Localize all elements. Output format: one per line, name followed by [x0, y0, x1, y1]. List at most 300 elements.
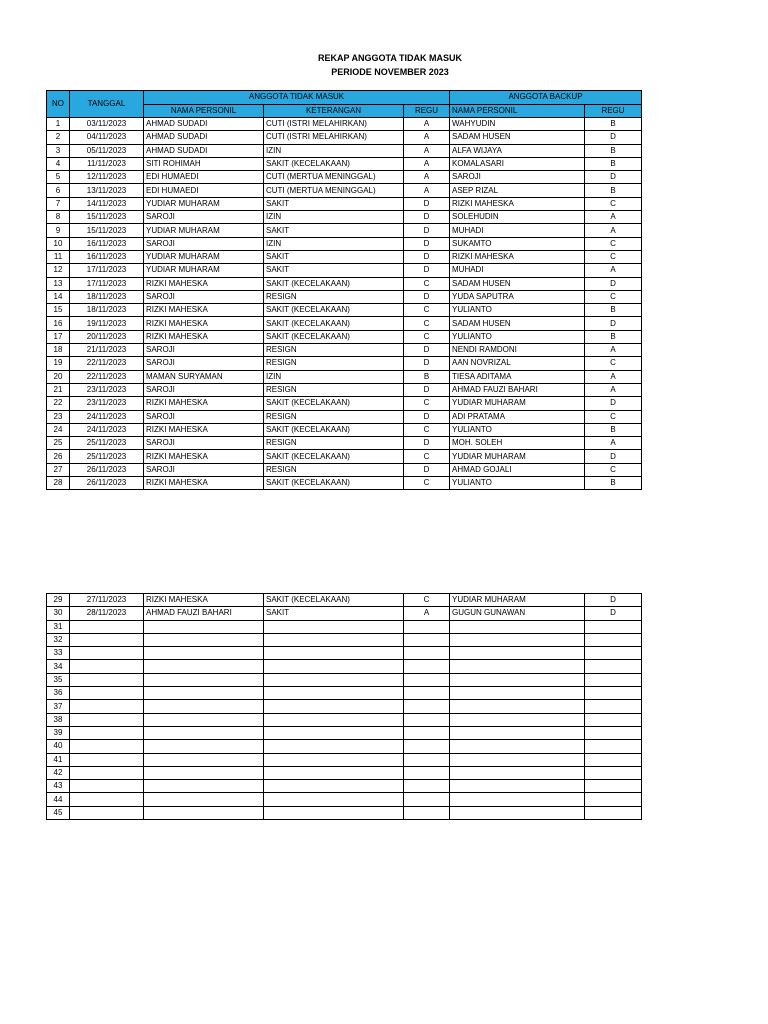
- cell-no: 34: [47, 660, 70, 673]
- cell-backup-nama: YUDIAR MUHARAM: [450, 397, 585, 410]
- cell-regu: D: [404, 197, 450, 210]
- table-row: [47, 317, 642, 330]
- table-row: [47, 144, 642, 157]
- cell-no: 23: [47, 410, 70, 423]
- table-row: [47, 647, 642, 660]
- cell-no: 15: [47, 304, 70, 317]
- cell-backup-regu: D: [585, 317, 642, 330]
- cell-nama-personil: AHMAD FAUZI BAHARI: [144, 607, 264, 620]
- cell-no: 19: [47, 357, 70, 370]
- cell-keterangan: [264, 647, 404, 660]
- cell-keterangan: [264, 700, 404, 713]
- cell-no: 42: [47, 766, 70, 779]
- cell-no: 17: [47, 330, 70, 343]
- cell-backup-regu: [585, 660, 642, 673]
- cell-backup-nama: AAN NOVRIZAL: [450, 357, 585, 370]
- cell-regu: D: [404, 224, 450, 237]
- cell-regu: C: [404, 397, 450, 410]
- cell-keterangan: CUTI (ISTRI MELAHIRKAN): [264, 131, 404, 144]
- cell-regu: D: [404, 437, 450, 450]
- cell-backup-regu: C: [585, 237, 642, 250]
- cell-regu: C: [404, 450, 450, 463]
- table-row: [47, 237, 642, 250]
- cell-nama-personil: SAROJI: [144, 410, 264, 423]
- cell-tanggal: 24/11/2023: [70, 423, 144, 436]
- cell-keterangan: RESIGN: [264, 410, 404, 423]
- cell-no: 31: [47, 620, 70, 633]
- cell-keterangan: SAKIT (KECELAKAAN): [264, 304, 404, 317]
- cell-regu: A: [404, 131, 450, 144]
- cell-keterangan: [264, 620, 404, 633]
- cell-keterangan: SAKIT (KECELAKAAN): [264, 330, 404, 343]
- cell-regu: A: [404, 607, 450, 620]
- cell-tanggal: 14/11/2023: [70, 197, 144, 210]
- cell-no: 38: [47, 713, 70, 726]
- cell-backup-nama: [450, 753, 585, 766]
- cell-keterangan: SAKIT: [264, 224, 404, 237]
- table-row: [47, 264, 642, 277]
- cell-backup-nama: YUDIAR MUHARAM: [450, 450, 585, 463]
- cell-tanggal: [70, 753, 144, 766]
- table-row: [47, 726, 642, 739]
- cell-no: 8: [47, 211, 70, 224]
- cell-backup-nama: [450, 726, 585, 739]
- cell-backup-nama: [450, 633, 585, 646]
- cell-nama-personil: EDI HUMAEDI: [144, 184, 264, 197]
- cell-nama-personil: EDI HUMAEDI: [144, 171, 264, 184]
- cell-tanggal: 26/11/2023: [70, 477, 144, 490]
- cell-keterangan: SAKIT: [264, 197, 404, 210]
- cell-backup-nama: [450, 660, 585, 673]
- cell-regu: D: [404, 383, 450, 396]
- cell-backup-nama: [450, 793, 585, 806]
- cell-nama-personil: YUDIAR MUHARAM: [144, 250, 264, 263]
- cell-backup-nama: WAHYUDIN: [450, 118, 585, 131]
- table-row: [47, 277, 642, 290]
- cell-tanggal: 24/11/2023: [70, 410, 144, 423]
- cell-nama-personil: AHMAD SUDADI: [144, 131, 264, 144]
- cell-backup-nama: MUHADI: [450, 264, 585, 277]
- cell-backup-regu: B: [585, 184, 642, 197]
- cell-regu: [404, 660, 450, 673]
- report-title: REKAP ANGGOTA TIDAK MASUK: [318, 53, 462, 63]
- cell-backup-regu: [585, 726, 642, 739]
- cell-nama-personil: [144, 766, 264, 779]
- cell-nama-personil: [144, 633, 264, 646]
- table-row: [47, 250, 642, 263]
- cell-nama-personil: [144, 647, 264, 660]
- cell-regu: D: [404, 264, 450, 277]
- cell-tanggal: 19/11/2023: [70, 317, 144, 330]
- cell-nama-personil: [144, 740, 264, 753]
- table-row: [47, 633, 642, 646]
- cell-tanggal: [70, 687, 144, 700]
- table-row: [47, 423, 642, 436]
- cell-nama-personil: RIZKI MAHESKA: [144, 450, 264, 463]
- cell-no: 22: [47, 397, 70, 410]
- cell-no: 27: [47, 463, 70, 476]
- cell-backup-regu: C: [585, 290, 642, 303]
- cell-regu: D: [404, 410, 450, 423]
- cell-keterangan: RESIGN: [264, 383, 404, 396]
- cell-backup-regu: D: [585, 397, 642, 410]
- cell-backup-nama: [450, 780, 585, 793]
- cell-no: 21: [47, 383, 70, 396]
- cell-tanggal: 16/11/2023: [70, 237, 144, 250]
- table-row: [47, 344, 642, 357]
- table-row: [47, 118, 642, 131]
- cell-no: 9: [47, 224, 70, 237]
- cell-backup-regu: B: [585, 423, 642, 436]
- cell-keterangan: [264, 766, 404, 779]
- cell-tanggal: 23/11/2023: [70, 397, 144, 410]
- cell-no: 13: [47, 277, 70, 290]
- table-row: [47, 660, 642, 673]
- cell-backup-regu: [585, 740, 642, 753]
- cell-no: 39: [47, 726, 70, 739]
- cell-tanggal: 03/11/2023: [70, 118, 144, 131]
- cell-no: 41: [47, 753, 70, 766]
- cell-regu: [404, 647, 450, 660]
- cell-regu: B: [404, 370, 450, 383]
- cell-backup-nama: YUDIAR MUHARAM: [450, 594, 585, 607]
- cell-backup-regu: C: [585, 250, 642, 263]
- cell-backup-nama: GUGUN GUNAWAN: [450, 607, 585, 620]
- cell-keterangan: SAKIT (KECELAKAAN): [264, 157, 404, 170]
- table-body-continued: [47, 594, 642, 820]
- cell-no: 33: [47, 647, 70, 660]
- cell-tanggal: 23/11/2023: [70, 383, 144, 396]
- cell-nama-personil: SAROJI: [144, 463, 264, 476]
- cell-backup-regu: A: [585, 344, 642, 357]
- cell-backup-regu: A: [585, 211, 642, 224]
- cell-nama-personil: YUDIAR MUHARAM: [144, 224, 264, 237]
- cell-no: 16: [47, 317, 70, 330]
- table-row: [47, 171, 642, 184]
- cell-backup-nama: SOLEHUDIN: [450, 211, 585, 224]
- cell-nama-personil: RIZKI MAHESKA: [144, 397, 264, 410]
- table-row: [47, 700, 642, 713]
- cell-keterangan: CUTI (ISTRI MELAHIRKAN): [264, 118, 404, 131]
- cell-nama-personil: RIZKI MAHESKA: [144, 423, 264, 436]
- header-backup-regu: REGU: [585, 104, 642, 118]
- cell-tanggal: [70, 766, 144, 779]
- cell-backup-regu: B: [585, 118, 642, 131]
- cell-regu: [404, 700, 450, 713]
- cell-keterangan: SAKIT (KECELAKAAN): [264, 397, 404, 410]
- cell-keterangan: CUTI (MERTUA MENINGGAL): [264, 171, 404, 184]
- cell-keterangan: [264, 780, 404, 793]
- table-row: [47, 330, 642, 343]
- cell-backup-regu: B: [585, 330, 642, 343]
- cell-backup-regu: [585, 687, 642, 700]
- header-backup-nama: NAMA PERSONIL: [450, 104, 585, 118]
- cell-backup-regu: [585, 793, 642, 806]
- cell-backup-regu: D: [585, 450, 642, 463]
- cell-regu: C: [404, 477, 450, 490]
- cell-backup-regu: D: [585, 171, 642, 184]
- cell-keterangan: SAKIT (KECELAKAAN): [264, 594, 404, 607]
- cell-backup-nama: AHMAD GOJALI: [450, 463, 585, 476]
- cell-no: 5: [47, 171, 70, 184]
- absence-table-continued: [46, 593, 642, 820]
- cell-no: 4: [47, 157, 70, 170]
- cell-regu: [404, 766, 450, 779]
- cell-no: 28: [47, 477, 70, 490]
- cell-backup-nama: ADI PRATAMA: [450, 410, 585, 423]
- cell-backup-regu: A: [585, 383, 642, 396]
- cell-keterangan: IZIN: [264, 211, 404, 224]
- cell-regu: D: [404, 290, 450, 303]
- cell-tanggal: [70, 700, 144, 713]
- table-row: [47, 357, 642, 370]
- table-row: [47, 766, 642, 779]
- cell-no: 37: [47, 700, 70, 713]
- cell-tanggal: 05/11/2023: [70, 144, 144, 157]
- cell-nama-personil: SAROJI: [144, 383, 264, 396]
- cell-keterangan: SAKIT (KECELAKAAN): [264, 317, 404, 330]
- cell-backup-regu: [585, 700, 642, 713]
- cell-keterangan: SAKIT (KECELAKAAN): [264, 277, 404, 290]
- cell-backup-regu: [585, 647, 642, 660]
- cell-keterangan: SAKIT (KECELAKAAN): [264, 423, 404, 436]
- table-row: [47, 383, 642, 396]
- cell-no: 2: [47, 131, 70, 144]
- cell-keterangan: RESIGN: [264, 344, 404, 357]
- cell-backup-nama: YULIANTO: [450, 330, 585, 343]
- cell-no: 29: [47, 594, 70, 607]
- cell-backup-regu: B: [585, 157, 642, 170]
- cell-nama-personil: [144, 753, 264, 766]
- table-row: [47, 607, 642, 620]
- cell-backup-regu: [585, 753, 642, 766]
- cell-backup-nama: SUKAMTO: [450, 237, 585, 250]
- cell-tanggal: [70, 806, 144, 819]
- cell-no: 35: [47, 673, 70, 686]
- table-row: [47, 806, 642, 819]
- cell-tanggal: 20/11/2023: [70, 330, 144, 343]
- table-row: [47, 290, 642, 303]
- cell-backup-nama: [450, 806, 585, 819]
- cell-regu: [404, 740, 450, 753]
- cell-keterangan: [264, 633, 404, 646]
- table-row: [47, 410, 642, 423]
- cell-nama-personil: RIZKI MAHESKA: [144, 317, 264, 330]
- cell-nama-personil: [144, 620, 264, 633]
- cell-tanggal: 22/11/2023: [70, 357, 144, 370]
- cell-backup-nama: [450, 620, 585, 633]
- cell-regu: C: [404, 304, 450, 317]
- cell-keterangan: IZIN: [264, 237, 404, 250]
- cell-tanggal: [70, 793, 144, 806]
- cell-nama-personil: [144, 806, 264, 819]
- cell-nama-personil: RIZKI MAHESKA: [144, 477, 264, 490]
- table-row: [47, 370, 642, 383]
- cell-no: 7: [47, 197, 70, 210]
- table-row: [47, 780, 642, 793]
- header-no: NO: [47, 91, 70, 118]
- cell-tanggal: 18/11/2023: [70, 290, 144, 303]
- cell-backup-nama: [450, 687, 585, 700]
- cell-no: 32: [47, 633, 70, 646]
- cell-tanggal: 18/11/2023: [70, 304, 144, 317]
- cell-tanggal: 27/11/2023: [70, 594, 144, 607]
- cell-nama-personil: RIZKI MAHESKA: [144, 304, 264, 317]
- cell-keterangan: SAKIT (KECELAKAAN): [264, 450, 404, 463]
- cell-nama-personil: YUDIAR MUHARAM: [144, 264, 264, 277]
- table-row: [47, 197, 642, 210]
- table-row: [47, 184, 642, 197]
- header-nama-personil: NAMA PERSONIL: [144, 104, 264, 118]
- cell-regu: [404, 780, 450, 793]
- cell-nama-personil: SAROJI: [144, 437, 264, 450]
- cell-keterangan: RESIGN: [264, 463, 404, 476]
- cell-tanggal: 15/11/2023: [70, 224, 144, 237]
- cell-keterangan: RESIGN: [264, 437, 404, 450]
- table-row: [47, 437, 642, 450]
- cell-backup-nama: TIESA ADITAMA: [450, 370, 585, 383]
- cell-backup-nama: [450, 700, 585, 713]
- table-row: [47, 397, 642, 410]
- cell-nama-personil: SAROJI: [144, 237, 264, 250]
- cell-regu: D: [404, 357, 450, 370]
- cell-regu: [404, 620, 450, 633]
- cell-backup-nama: MOH. SOLEH: [450, 437, 585, 450]
- table-row: [47, 753, 642, 766]
- cell-backup-regu: A: [585, 264, 642, 277]
- cell-regu: A: [404, 184, 450, 197]
- cell-regu: [404, 713, 450, 726]
- cell-keterangan: SAKIT (KECELAKAAN): [264, 477, 404, 490]
- cell-keterangan: [264, 740, 404, 753]
- cell-regu: C: [404, 277, 450, 290]
- cell-backup-nama: NENDI RAMDONI: [450, 344, 585, 357]
- cell-tanggal: 13/11/2023: [70, 184, 144, 197]
- cell-nama-personil: AHMAD SUDADI: [144, 118, 264, 131]
- cell-nama-personil: [144, 726, 264, 739]
- cell-backup-regu: B: [585, 144, 642, 157]
- cell-tanggal: [70, 673, 144, 686]
- cell-keterangan: [264, 687, 404, 700]
- cell-regu: D: [404, 237, 450, 250]
- cell-regu: C: [404, 317, 450, 330]
- cell-regu: C: [404, 423, 450, 436]
- cell-nama-personil: [144, 673, 264, 686]
- table-row: [47, 793, 642, 806]
- cell-tanggal: [70, 620, 144, 633]
- cell-no: 43: [47, 780, 70, 793]
- cell-backup-regu: D: [585, 277, 642, 290]
- cell-backup-regu: D: [585, 594, 642, 607]
- cell-nama-personil: [144, 660, 264, 673]
- table-row: [47, 687, 642, 700]
- cell-tanggal: 22/11/2023: [70, 370, 144, 383]
- cell-nama-personil: MAMAN SURYAMAN: [144, 370, 264, 383]
- cell-no: 20: [47, 370, 70, 383]
- table-row: [47, 477, 642, 490]
- cell-tanggal: 26/11/2023: [70, 463, 144, 476]
- cell-regu: D: [404, 463, 450, 476]
- cell-nama-personil: [144, 700, 264, 713]
- cell-backup-nama: SADAM HUSEN: [450, 277, 585, 290]
- header-keterangan: KETERANGAN: [264, 104, 404, 118]
- cell-keterangan: IZIN: [264, 370, 404, 383]
- cell-nama-personil: SAROJI: [144, 357, 264, 370]
- cell-tanggal: 04/11/2023: [70, 131, 144, 144]
- table-row: [47, 463, 642, 476]
- cell-keterangan: IZIN: [264, 144, 404, 157]
- cell-keterangan: SAKIT: [264, 264, 404, 277]
- cell-no: 1: [47, 118, 70, 131]
- cell-backup-nama: [450, 766, 585, 779]
- table-row: [47, 224, 642, 237]
- header-regu: REGU: [404, 104, 450, 118]
- cell-backup-nama: SADAM HUSEN: [450, 317, 585, 330]
- cell-backup-regu: B: [585, 477, 642, 490]
- cell-keterangan: [264, 793, 404, 806]
- cell-nama-personil: SAROJI: [144, 344, 264, 357]
- cell-tanggal: [70, 740, 144, 753]
- cell-backup-nama: SADAM HUSEN: [450, 131, 585, 144]
- cell-regu: A: [404, 118, 450, 131]
- cell-regu: C: [404, 330, 450, 343]
- cell-no: 40: [47, 740, 70, 753]
- cell-nama-personil: YUDIAR MUHARAM: [144, 197, 264, 210]
- cell-nama-personil: RIZKI MAHESKA: [144, 330, 264, 343]
- cell-regu: [404, 673, 450, 686]
- cell-tanggal: 25/11/2023: [70, 437, 144, 450]
- cell-no: 10: [47, 237, 70, 250]
- cell-tanggal: 17/11/2023: [70, 277, 144, 290]
- cell-tanggal: 12/11/2023: [70, 171, 144, 184]
- cell-regu: [404, 793, 450, 806]
- cell-backup-nama: YULIANTO: [450, 304, 585, 317]
- cell-nama-personil: RIZKI MAHESKA: [144, 277, 264, 290]
- cell-no: 25: [47, 437, 70, 450]
- cell-keterangan: [264, 753, 404, 766]
- cell-no: 12: [47, 264, 70, 277]
- cell-regu: A: [404, 144, 450, 157]
- cell-backup-regu: [585, 673, 642, 686]
- cell-no: 14: [47, 290, 70, 303]
- cell-backup-regu: C: [585, 357, 642, 370]
- cell-regu: D: [404, 250, 450, 263]
- cell-no: 6: [47, 184, 70, 197]
- cell-nama-personil: AHMAD SUDADI: [144, 144, 264, 157]
- cell-no: 24: [47, 423, 70, 436]
- cell-backup-nama: MUHADI: [450, 224, 585, 237]
- table-row: [47, 450, 642, 463]
- absence-table: [46, 90, 642, 490]
- table-row: [47, 620, 642, 633]
- table-body: [47, 118, 642, 490]
- cell-nama-personil: [144, 780, 264, 793]
- cell-keterangan: [264, 713, 404, 726]
- cell-regu: [404, 633, 450, 646]
- cell-no: 18: [47, 344, 70, 357]
- cell-no: 45: [47, 806, 70, 819]
- cell-keterangan: SAKIT: [264, 250, 404, 263]
- cell-tanggal: 21/11/2023: [70, 344, 144, 357]
- table-row: [47, 713, 642, 726]
- cell-tanggal: 28/11/2023: [70, 607, 144, 620]
- cell-no: 44: [47, 793, 70, 806]
- cell-nama-personil: [144, 713, 264, 726]
- cell-backup-nama: AHMAD FAUZI BAHARI: [450, 383, 585, 396]
- cell-tanggal: [70, 633, 144, 646]
- cell-keterangan: [264, 726, 404, 739]
- cell-regu: [404, 726, 450, 739]
